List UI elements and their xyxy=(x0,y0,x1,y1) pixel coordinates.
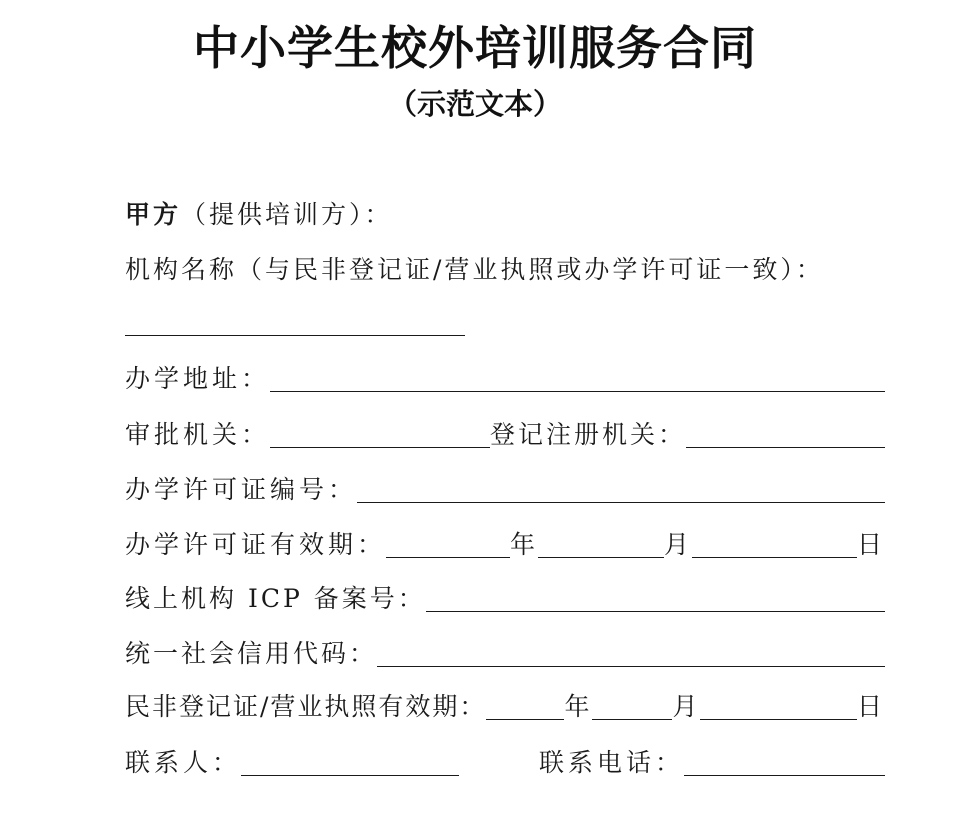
org-name-blank-row xyxy=(125,306,885,340)
org-name-label: 机构名称（与民非登记证/营业执照或办学许可证一致）： xyxy=(125,255,824,284)
credit-code-row xyxy=(125,637,885,671)
license-number-label: 办学许可证编号： xyxy=(125,475,358,504)
icp-label: 线上机构 ICP 备案号： xyxy=(125,584,426,613)
business-license-validity-label: 民非登记证/营业执照有效期： xyxy=(125,692,487,721)
license-validity-label: 办学许可证有效期： xyxy=(125,530,387,559)
business-license-year-unit: 年 xyxy=(564,692,593,721)
registration-authority-label: 登记注册机关： xyxy=(490,420,687,449)
icp-field[interactable] xyxy=(426,585,885,612)
party-a-bold: 甲方 xyxy=(125,200,182,229)
license-validity-day-field[interactable] xyxy=(692,531,857,558)
contact-person-label: 联系人： xyxy=(125,748,242,777)
business-license-day-unit: 日 xyxy=(856,692,885,721)
authority-row xyxy=(125,418,885,452)
business-license-day-field[interactable] xyxy=(700,693,857,720)
document-title: 中小学生校外培训服务合同 xyxy=(193,21,757,75)
contact-row xyxy=(125,746,885,780)
license-number-row xyxy=(125,473,885,507)
license-validity-month-unit: 月 xyxy=(664,530,693,559)
document-subtitle: （示范文本） xyxy=(387,87,562,121)
license-number-field[interactable] xyxy=(357,476,885,503)
license-validity-day-unit: 日 xyxy=(856,530,885,559)
business-license-month-field[interactable] xyxy=(592,693,672,720)
approval-authority-field[interactable] xyxy=(270,421,490,448)
address-field[interactable] xyxy=(270,365,885,392)
contact-phone-field[interactable] xyxy=(684,749,885,776)
org-name-field[interactable] xyxy=(125,309,465,336)
credit-code-field[interactable] xyxy=(377,640,885,667)
credit-code-label: 统一社会信用代码： xyxy=(125,639,378,668)
business-license-month-unit: 月 xyxy=(672,692,701,721)
org-name-row xyxy=(125,253,885,287)
business-license-year-field[interactable] xyxy=(486,693,564,720)
address-label: 办学地址： xyxy=(125,364,271,393)
icp-row xyxy=(125,582,885,616)
license-validity-year-field[interactable] xyxy=(386,531,510,558)
contact-person-field[interactable] xyxy=(241,749,459,776)
approval-authority-label: 审批机关： xyxy=(125,420,271,449)
license-validity-month-field[interactable] xyxy=(538,531,664,558)
address-row xyxy=(125,362,885,396)
party-a-rest: （提供培训方）： xyxy=(181,200,393,229)
registration-authority-field[interactable] xyxy=(686,421,885,448)
party-a-heading xyxy=(125,198,885,232)
business-license-validity-row xyxy=(125,690,885,724)
contact-phone-label: 联系电话： xyxy=(539,748,685,777)
license-validity-year-unit: 年 xyxy=(510,530,539,559)
license-validity-row xyxy=(125,528,885,562)
